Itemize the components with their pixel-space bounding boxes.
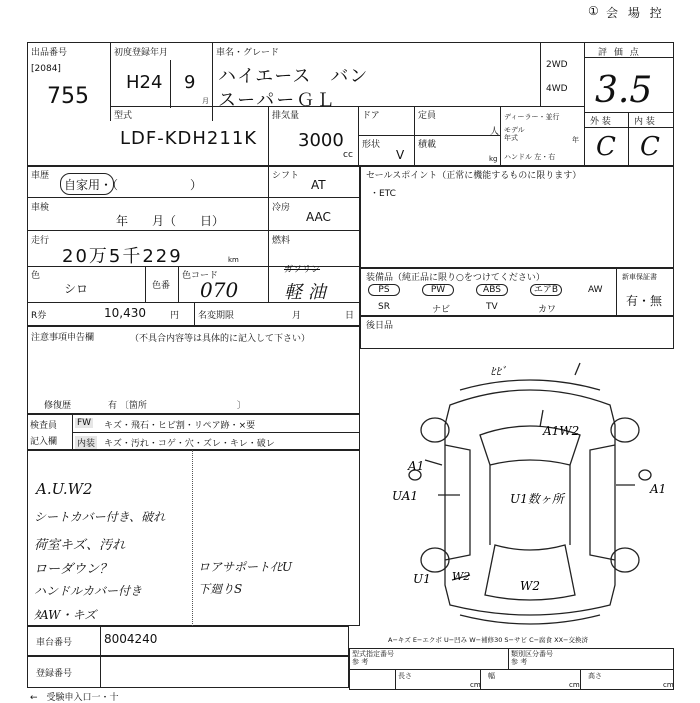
mark-a1w2: A1W2	[543, 424, 580, 438]
equip-sr: SR	[378, 302, 390, 312]
model-name-line2: スーパーＧＬ	[218, 90, 337, 111]
after-date-frame	[360, 316, 674, 349]
inspector-label2: 記入欄	[30, 437, 58, 447]
mark-u1: U1	[413, 572, 431, 586]
corner-mark: ①	[588, 4, 599, 18]
color-value: シロ	[64, 282, 89, 296]
sales-point-label: セールスポイント（正常に機能するものに限ります）	[366, 171, 582, 181]
dealer-year-unit: 年	[572, 136, 579, 144]
note-6: ﾀAW・キズ	[34, 608, 97, 622]
length-label: 長さ	[398, 672, 412, 680]
sales-point-item: ・ETC	[370, 189, 396, 199]
equip-navi: ナビ	[432, 305, 451, 315]
reg-label: 登録番号	[36, 669, 73, 679]
inspection-value: 年 月（ 日）	[116, 214, 225, 228]
width-label: 幅	[488, 672, 495, 680]
height-unit: cm	[663, 681, 674, 689]
car-damage-diagram	[380, 355, 680, 630]
equipment-label: 装備品（純正品に限り○をつけてください）	[366, 273, 545, 283]
footer-text: ← 受験申入口一・十	[30, 693, 119, 703]
corner-title: 会 場 控	[606, 6, 665, 20]
lot-number: 755	[47, 84, 89, 109]
load-unit: kg	[489, 155, 498, 163]
equip-aw: AW	[588, 285, 603, 295]
inspector-label1: 検査員	[30, 421, 58, 431]
mark-ua1: UA1	[392, 489, 419, 503]
model-name-label: 車名・グレード	[216, 48, 280, 58]
shape-label: 形状	[362, 140, 381, 150]
history-circle	[60, 173, 114, 195]
note-3: 荷室キズ、汚れ	[34, 538, 126, 553]
mark-w2-left: W2	[452, 570, 471, 583]
length-unit: cm	[470, 681, 481, 689]
dealer-label: ディーラー・並行	[504, 113, 560, 121]
chassis-value: 8004240	[104, 632, 158, 646]
fuel-label: 燃料	[272, 236, 291, 246]
load-label: 積載	[418, 140, 437, 150]
mark-a1-right: A1	[650, 482, 667, 496]
ac-label: 冷房	[272, 203, 291, 213]
note-1: A.U.W2	[36, 480, 93, 498]
dealer-handle: ハンドル 左・右	[504, 153, 556, 161]
mark-w2-rear: W2	[520, 579, 540, 593]
mileage-label: 走行	[31, 236, 50, 246]
mark-hibi: ﾋﾋﾞ	[490, 365, 507, 378]
inspector-fw-text: キズ・飛石・ヒビ割・リペア跡・×要	[104, 421, 256, 431]
first-reg-month: 9	[184, 72, 196, 93]
model-code-value: LDF-KDH211K	[120, 128, 258, 149]
note-5: ハンドルカバー付き	[34, 584, 143, 598]
note-2: シートカバー付き、破れ	[34, 510, 166, 524]
dealer-model-year: モデル 年式	[504, 126, 525, 142]
inspector-fw: FW	[77, 418, 92, 428]
history-label: 車歴	[31, 171, 50, 181]
notice-label: 注意事項申告欄	[31, 333, 95, 343]
height-label: 高さ	[588, 672, 602, 680]
r-ticket-change-label: 名変期限	[198, 311, 235, 321]
equip-abs: ABS	[476, 284, 508, 296]
equip-leather: カワ	[538, 305, 557, 315]
r-ticket-label: R券	[31, 311, 47, 321]
fuel-printed: ガソリン	[284, 265, 321, 275]
r-ticket-day: 日	[345, 311, 355, 321]
after-date-label: 後日品	[366, 321, 394, 331]
displacement-label: 排気量	[272, 111, 300, 121]
r-ticket-month: 月	[292, 311, 302, 321]
r-ticket-unit: 円	[170, 311, 180, 321]
door-label: ドア	[362, 111, 380, 121]
color-code: 070	[200, 278, 239, 302]
recycle-label: 新車保証書	[622, 273, 657, 281]
first-reg-label: 初度登録年月	[114, 48, 169, 58]
mark-a1-left: A1	[408, 459, 425, 473]
chassis-frame	[27, 626, 349, 656]
displacement-unit: cc	[343, 150, 353, 160]
shape-value: V	[396, 148, 405, 162]
damage-legend: A−キズ E−エクボ U−凹み W−補修30 S−サビ C−腐食 XX−交換済	[388, 636, 588, 644]
repair-value: 有 〔箇所 〕	[108, 401, 246, 411]
score-ext: C	[596, 132, 616, 162]
equip-tv: TV	[486, 302, 498, 312]
ac-value: AAC	[306, 210, 331, 224]
drive-2wd: 2WD	[546, 60, 568, 70]
notice-sub: （不具合内容等は具体的に記入して下さい）	[130, 334, 311, 344]
width-unit: cm	[569, 681, 580, 689]
score-label: 評 価 点	[598, 48, 641, 58]
repair-label: 修復歴	[44, 401, 72, 411]
first-reg-unit: 月	[202, 97, 209, 105]
model-code-label: 型式	[114, 111, 133, 121]
equip-pw: PW	[422, 284, 454, 296]
equip-ps: PS	[368, 284, 400, 296]
equip-airbag: エアB	[530, 284, 562, 296]
inspector-in-text: キズ・汚れ・コゲ・穴・ズレ・キレ・破レ	[104, 439, 275, 449]
score-int: C	[640, 132, 660, 162]
mileage-value: 20万5千229	[62, 246, 183, 267]
recycle-value: 有・無	[626, 294, 663, 308]
model-cert-label: 型式指定番号 参 考	[352, 650, 394, 666]
inspector-in: 内装	[75, 436, 97, 449]
chassis-label: 車台番号	[36, 638, 73, 648]
drive-4wd: 4WD	[546, 84, 568, 94]
history-value: 自家用・（ ）	[64, 178, 203, 192]
sales-point-frame	[360, 166, 674, 268]
capacity-unit: 人	[490, 127, 500, 137]
r-ticket-value: 10,430	[104, 306, 146, 320]
displacement-value: 3000	[298, 130, 344, 151]
score-ext-label: 外 装	[590, 117, 611, 127]
note-right-1: ロアサポートｲﾋU	[198, 560, 293, 574]
note-4: ローダウン？	[34, 562, 113, 577]
note-right-2: 下廻りS	[198, 582, 243, 596]
lot-sub: [2084]	[31, 64, 61, 74]
capacity-label: 定員	[418, 111, 437, 121]
lot-label: 出品番号	[31, 48, 68, 58]
color-no-label: 色番	[152, 281, 171, 291]
shift-label: シフト	[272, 171, 300, 181]
mileage-unit: km	[228, 256, 239, 264]
class-no-label: 類別区分番号 参 考	[511, 650, 553, 666]
score-int-label: 内 装	[634, 117, 655, 127]
score-value: 3.5	[595, 70, 653, 111]
color-code-label: 色コード	[182, 271, 219, 281]
first-reg-era: H24	[126, 72, 163, 93]
fuel-handwritten: 軽 油	[284, 282, 326, 303]
shift-value: AT	[311, 178, 326, 192]
model-name-line1: ハイエース バン	[218, 66, 369, 87]
color-label: 色	[31, 271, 41, 281]
reg-frame	[27, 656, 349, 688]
mark-u1-multi: U1数ヶ所	[510, 492, 564, 506]
inspection-label: 車検	[31, 203, 50, 213]
